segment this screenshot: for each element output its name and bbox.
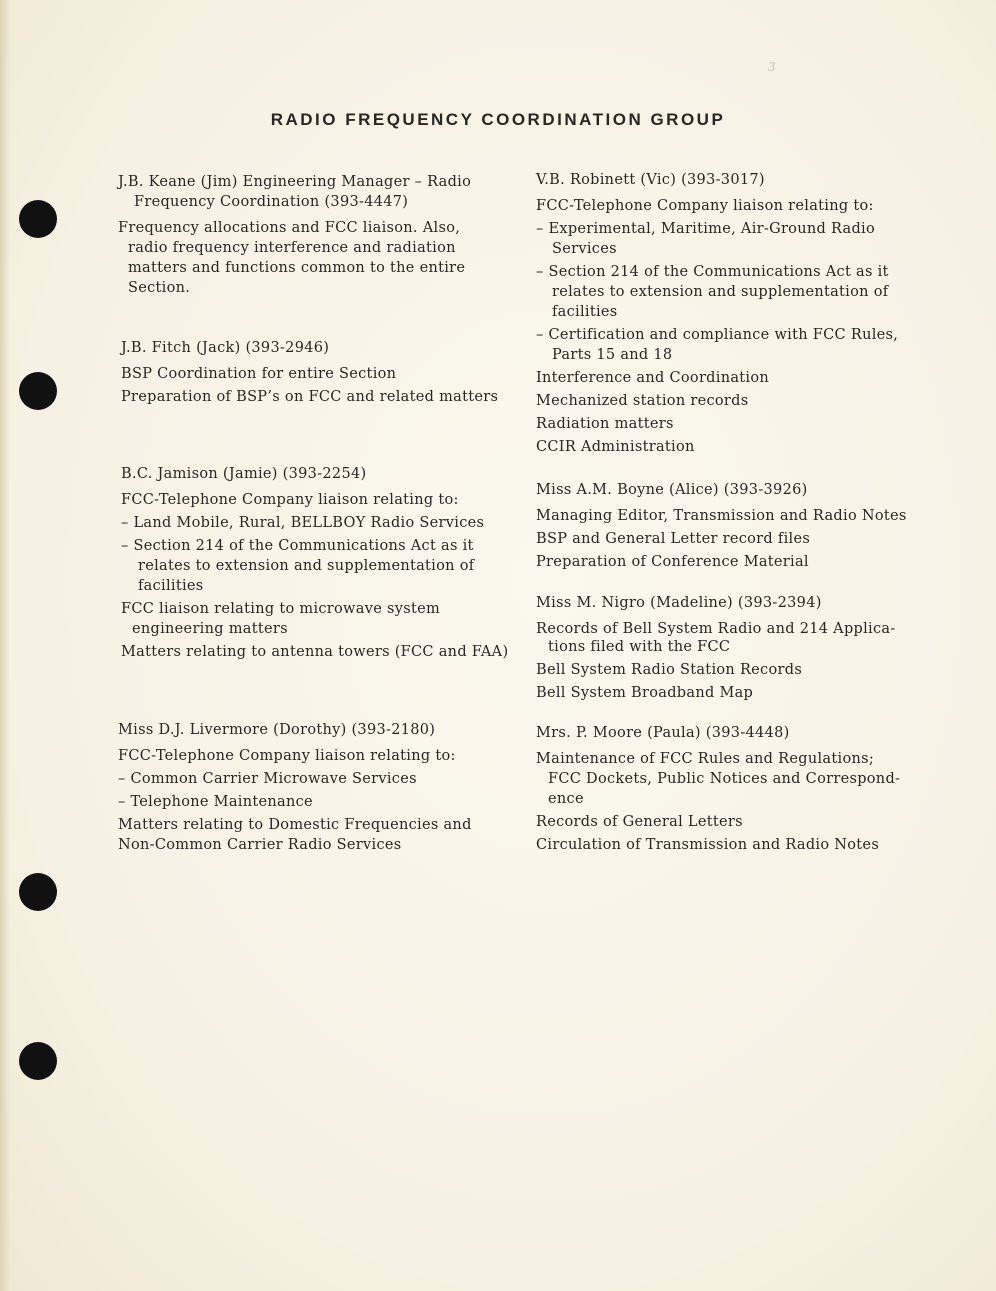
entry-heading-line: Miss A.M. Boyne (Alice) (393-3926) [536,482,808,498]
entry-line: FCC-Telephone Company liaison relating to: [121,492,459,508]
entry-line: facilities [552,304,618,320]
entry-fitch [118,338,498,407]
entry-line: FCC-Telephone Company liaison relating to: [536,198,874,214]
entry-line: – Section 214 of the Communications Act as it [121,538,474,554]
entry-line: BSP Coordination for entire Section [121,366,397,382]
entry-heading-line: V.B. Robinett (Vic) (393-3017) [536,172,765,188]
entry-line: Records of General Letters [536,814,743,830]
entry-line: Managing Editor, Transmission and Radio Notes [536,508,907,524]
entry-moore [536,723,916,855]
entry-line: – Section 214 of the Communications Act as it [536,264,889,280]
entry-line: Radiation matters [536,416,674,432]
entry-line: relates to extension and supplementation of [138,558,475,574]
entry-line: – Telephone Maintenance [118,794,313,810]
entry-boyne [536,480,916,572]
entry-line: Matters relating to antenna towers (FCC and FAA) [121,644,509,660]
entry-line: Parts 15 and 18 [552,347,673,363]
punch-hole [19,200,57,238]
entry-line: – Experimental, Maritime, Air-Ground Radio [536,221,876,237]
entry-line: Records of Bell System Radio and 214 Applica- [536,621,896,637]
entry-line: Preparation of Conference Material [536,554,809,570]
entry-line: tions filed with the FCC [548,639,731,655]
entry-line: BSP and General Letter record files [536,531,811,547]
entry-nigro [536,593,916,703]
entry-line: Matters relating to Domestic Frequencies and [118,817,472,833]
entry-line: FCC liaison relating to microwave system [121,601,441,617]
entry-robinett [536,170,916,457]
entry-line: FCC-Telephone Company liaison relating to: [118,748,456,764]
entry-heading-line: J.B. Fitch (Jack) (393-2946) [121,340,330,356]
entry-livermore [118,720,498,855]
entry-line: Bell System Radio Station Records [536,662,803,678]
page-number: 3 [768,60,776,74]
entry-keane [118,172,498,298]
entry-heading-line: Miss D.J. Livermore (Dorothy) (393-2180) [118,722,436,738]
entry-line: Interference and Coordination [536,370,770,386]
entry-line: ence [548,791,584,807]
entry-jamison [118,464,509,662]
entry-heading-line: Frequency Coordination (393-4447) [134,194,409,210]
entry-line: – Certification and compliance with FCC Rules, [536,327,899,343]
entry-line: CCIR Administration [536,439,695,455]
entry-line: relates to extension and supplementation of [552,284,889,300]
entry-line: FCC Dockets, Public Notices and Correspond- [548,771,901,787]
entry-heading-line: J.B. Keane (Jim) Engineering Manager – Radio [118,174,472,190]
punch-hole [19,1042,57,1080]
entry-line: Preparation of BSP’s on FCC and related matters [121,389,499,405]
entry-line: Section. [128,280,191,296]
entry-line: Frequency allocations and FCC liaison. Also, [118,220,461,236]
punch-hole [19,873,57,911]
entry-line: radio frequency interference and radiation [128,240,456,256]
entry-heading-line: Mrs. P. Moore (Paula) (393-4448) [536,725,790,741]
entry-line: engineering matters [132,621,288,637]
page-title: RADIO FREQUENCY COORDINATION GROUP [270,110,726,129]
entry-line: matters and functions common to the entire [128,260,466,276]
entry-line: – Common Carrier Microwave Services [118,771,417,787]
entry-line: Services [552,241,617,257]
entry-line: – Land Mobile, Rural, BELLBOY Radio Services [121,515,485,531]
entry-line: Mechanized station records [536,393,749,409]
entry-line: facilities [138,578,204,594]
entry-heading-line: Miss M. Nigro (Madeline) (393-2394) [536,595,822,611]
entry-heading-line: B.C. Jamison (Jamie) (393-2254) [121,466,367,482]
entry-line: Circulation of Transmission and Radio Notes [536,837,880,853]
entry-line: Bell System Broadband Map [536,685,754,701]
entry-line: Non-Common Carrier Radio Services [118,837,402,853]
punch-hole [19,372,57,410]
entry-line: Maintenance of FCC Rules and Regulations; [536,751,875,767]
paper-edge [0,0,10,1291]
